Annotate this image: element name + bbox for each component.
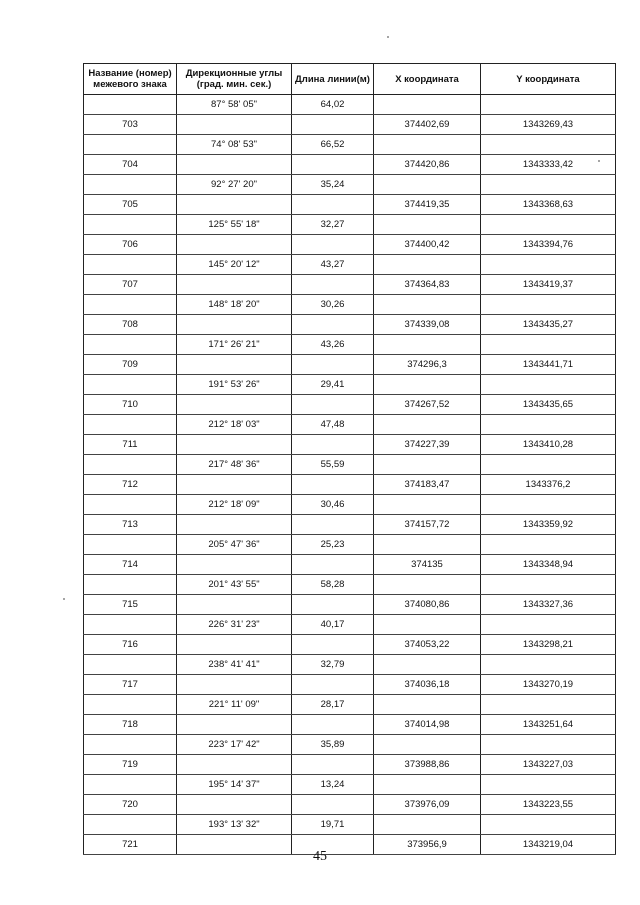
line-length-cell: 40,17 bbox=[292, 615, 374, 635]
line-length-cell bbox=[292, 115, 374, 135]
directional-angle-cell: 145° 20' 12" bbox=[177, 255, 292, 275]
directional-angle-cell: 212° 18' 09" bbox=[177, 495, 292, 515]
x-coordinate-cell bbox=[374, 255, 481, 275]
x-coordinate-cell bbox=[374, 655, 481, 675]
directional-angle-cell: 238° 41' 41" bbox=[177, 655, 292, 675]
directional-angle-cell bbox=[177, 155, 292, 175]
x-coordinate-cell: 374080,86 bbox=[374, 595, 481, 615]
line-length-cell: 29,41 bbox=[292, 375, 374, 395]
y-coordinate-cell bbox=[481, 735, 616, 755]
y-coordinate-cell: 1343368,63 bbox=[481, 195, 616, 215]
y-coordinate-cell: 1343298,21 bbox=[481, 635, 616, 655]
table-row bbox=[84, 115, 616, 135]
x-coordinate-cell: 374053,22 bbox=[374, 635, 481, 655]
line-length-cell: 13,24 bbox=[292, 775, 374, 795]
table-row bbox=[84, 695, 616, 715]
line-length-cell: 66,52 bbox=[292, 135, 374, 155]
marker-name-cell bbox=[84, 335, 177, 355]
directional-angle-cell bbox=[177, 355, 292, 375]
table-body bbox=[84, 95, 616, 855]
marker-name-cell bbox=[84, 455, 177, 475]
y-coordinate-cell: 1343359,92 bbox=[481, 515, 616, 535]
marker-name-cell: 706 bbox=[84, 235, 177, 255]
x-coordinate-cell: 374419,35 bbox=[374, 195, 481, 215]
marker-name-cell bbox=[84, 815, 177, 835]
directional-angle-cell: 171° 26' 21" bbox=[177, 335, 292, 355]
y-coordinate-cell: 1343419,37 bbox=[481, 275, 616, 295]
table-row bbox=[84, 655, 616, 675]
y-coordinate-cell bbox=[481, 135, 616, 155]
table-row bbox=[84, 335, 616, 355]
marker-name-cell bbox=[84, 615, 177, 635]
header-y-coordinate: Y координата bbox=[481, 64, 616, 95]
x-coordinate-cell bbox=[374, 175, 481, 195]
line-length-cell: 64,02 bbox=[292, 95, 374, 115]
table-row bbox=[84, 775, 616, 795]
table-row bbox=[84, 235, 616, 255]
table-row bbox=[84, 735, 616, 755]
marker-name-cell: 705 bbox=[84, 195, 177, 215]
line-length-cell: 35,24 bbox=[292, 175, 374, 195]
x-coordinate-cell bbox=[374, 415, 481, 435]
table-row bbox=[84, 315, 616, 335]
line-length-cell bbox=[292, 675, 374, 695]
table-row bbox=[84, 415, 616, 435]
marker-name-cell bbox=[84, 95, 177, 115]
line-length-cell bbox=[292, 755, 374, 775]
table-row bbox=[84, 215, 616, 235]
x-coordinate-cell bbox=[374, 535, 481, 555]
line-length-cell: 30,26 bbox=[292, 295, 374, 315]
table-row bbox=[84, 815, 616, 835]
line-length-cell: 43,26 bbox=[292, 335, 374, 355]
line-length-cell bbox=[292, 515, 374, 535]
directional-angle-cell bbox=[177, 315, 292, 335]
y-coordinate-cell bbox=[481, 415, 616, 435]
x-coordinate-cell: 374036,18 bbox=[374, 675, 481, 695]
x-coordinate-cell bbox=[374, 735, 481, 755]
x-coordinate-cell: 374420,86 bbox=[374, 155, 481, 175]
y-coordinate-cell: 1343435,65 bbox=[481, 395, 616, 415]
directional-angle-cell: 221° 11' 09" bbox=[177, 695, 292, 715]
directional-angle-cell: 92° 27' 20" bbox=[177, 175, 292, 195]
scan-speck bbox=[598, 160, 600, 162]
line-length-cell: 32,79 bbox=[292, 655, 374, 675]
table-row bbox=[84, 435, 616, 455]
x-coordinate-cell bbox=[374, 95, 481, 115]
table-row bbox=[84, 715, 616, 735]
line-length-cell bbox=[292, 395, 374, 415]
line-length-cell: 35,89 bbox=[292, 735, 374, 755]
marker-name-cell bbox=[84, 175, 177, 195]
line-length-cell: 55,59 bbox=[292, 455, 374, 475]
marker-name-cell: 721 bbox=[84, 835, 177, 855]
marker-name-cell bbox=[84, 775, 177, 795]
marker-name-cell: 708 bbox=[84, 315, 177, 335]
marker-name-cell bbox=[84, 135, 177, 155]
directional-angle-cell bbox=[177, 595, 292, 615]
directional-angle-cell bbox=[177, 475, 292, 495]
table-row bbox=[84, 375, 616, 395]
x-coordinate-cell: 374014,98 bbox=[374, 715, 481, 735]
table-row bbox=[84, 615, 616, 635]
directional-angle-cell: 125° 55' 18" bbox=[177, 215, 292, 235]
marker-name-cell bbox=[84, 655, 177, 675]
x-coordinate-cell: 373988,86 bbox=[374, 755, 481, 775]
table-row bbox=[84, 755, 616, 775]
directional-angle-cell bbox=[177, 515, 292, 535]
table-row bbox=[84, 535, 616, 555]
directional-angle-cell: 212° 18' 03" bbox=[177, 415, 292, 435]
y-coordinate-cell: 1343269,43 bbox=[481, 115, 616, 135]
x-coordinate-cell: 374364,83 bbox=[374, 275, 481, 295]
y-coordinate-cell bbox=[481, 335, 616, 355]
line-length-cell bbox=[292, 315, 374, 335]
x-coordinate-cell bbox=[374, 375, 481, 395]
x-coordinate-cell: 374157,72 bbox=[374, 515, 481, 535]
marker-name-cell bbox=[84, 695, 177, 715]
y-coordinate-cell bbox=[481, 695, 616, 715]
x-coordinate-cell bbox=[374, 815, 481, 835]
x-coordinate-cell: 373956,9 bbox=[374, 835, 481, 855]
page-number: 45 bbox=[313, 849, 327, 864]
y-coordinate-cell bbox=[481, 815, 616, 835]
table-row bbox=[84, 195, 616, 215]
marker-name-cell: 719 bbox=[84, 755, 177, 775]
line-length-cell: 32,27 bbox=[292, 215, 374, 235]
table-row bbox=[84, 675, 616, 695]
header-x-coordinate: X координата bbox=[374, 64, 481, 95]
x-coordinate-cell: 374267,52 bbox=[374, 395, 481, 415]
marker-name-cell: 707 bbox=[84, 275, 177, 295]
directional-angle-cell bbox=[177, 275, 292, 295]
directional-angle-cell: 74° 08' 53" bbox=[177, 135, 292, 155]
y-coordinate-cell: 1343219,04 bbox=[481, 835, 616, 855]
x-coordinate-cell: 374400,42 bbox=[374, 235, 481, 255]
y-coordinate-cell: 1343270,19 bbox=[481, 675, 616, 695]
x-coordinate-cell: 374402,69 bbox=[374, 115, 481, 135]
directional-angle-cell bbox=[177, 435, 292, 455]
line-length-cell bbox=[292, 275, 374, 295]
line-length-cell bbox=[292, 635, 374, 655]
marker-name-cell: 714 bbox=[84, 555, 177, 575]
y-coordinate-cell: 1343394,76 bbox=[481, 235, 616, 255]
y-coordinate-cell bbox=[481, 215, 616, 235]
line-length-cell bbox=[292, 235, 374, 255]
x-coordinate-cell bbox=[374, 615, 481, 635]
directional-angle-cell: 87° 58' 05" bbox=[177, 95, 292, 115]
header-line-length: Длина линии(м) bbox=[292, 64, 374, 95]
line-length-cell bbox=[292, 155, 374, 175]
marker-name-cell: 713 bbox=[84, 515, 177, 535]
line-length-cell bbox=[292, 555, 374, 575]
header-marker-name: Название (номер) межевого знака bbox=[84, 64, 177, 95]
directional-angle-cell: 193° 13' 32" bbox=[177, 815, 292, 835]
table-header-row bbox=[84, 64, 616, 95]
x-coordinate-cell: 374296,3 bbox=[374, 355, 481, 375]
directional-angle-cell: 195° 14' 37" bbox=[177, 775, 292, 795]
marker-name-cell: 712 bbox=[84, 475, 177, 495]
marker-name-cell: 704 bbox=[84, 155, 177, 175]
y-coordinate-cell: 1343410,28 bbox=[481, 435, 616, 455]
x-coordinate-cell bbox=[374, 215, 481, 235]
marker-name-cell bbox=[84, 295, 177, 315]
directional-angle-cell bbox=[177, 635, 292, 655]
table-row bbox=[84, 135, 616, 155]
line-length-cell: 19,71 bbox=[292, 815, 374, 835]
directional-angle-cell bbox=[177, 115, 292, 135]
x-coordinate-cell: 374135 bbox=[374, 555, 481, 575]
directional-angle-cell bbox=[177, 795, 292, 815]
table-row bbox=[84, 395, 616, 415]
marker-name-cell bbox=[84, 495, 177, 515]
marker-name-cell: 709 bbox=[84, 355, 177, 375]
line-length-cell bbox=[292, 595, 374, 615]
x-coordinate-cell bbox=[374, 775, 481, 795]
y-coordinate-cell: 1343333,42 bbox=[481, 155, 616, 175]
table-row bbox=[84, 275, 616, 295]
line-length-cell: 47,48 bbox=[292, 415, 374, 435]
y-coordinate-cell bbox=[481, 655, 616, 675]
table-row bbox=[84, 595, 616, 615]
header-directional-angle: Дирекционные углы (град. мин. сек.) bbox=[177, 64, 292, 95]
marker-name-cell bbox=[84, 735, 177, 755]
directional-angle-cell bbox=[177, 755, 292, 775]
table-row bbox=[84, 475, 616, 495]
x-coordinate-cell: 374227,39 bbox=[374, 435, 481, 455]
directional-angle-cell bbox=[177, 555, 292, 575]
line-length-cell bbox=[292, 435, 374, 455]
y-coordinate-cell: 1343435,27 bbox=[481, 315, 616, 335]
table-row bbox=[84, 515, 616, 535]
line-length-cell: 58,28 bbox=[292, 575, 374, 595]
line-length-cell bbox=[292, 475, 374, 495]
y-coordinate-cell bbox=[481, 455, 616, 475]
y-coordinate-cell: 1343251,64 bbox=[481, 715, 616, 735]
table-row bbox=[84, 155, 616, 175]
directional-angle-cell: 191° 53' 26" bbox=[177, 375, 292, 395]
y-coordinate-cell bbox=[481, 535, 616, 555]
x-coordinate-cell: 374183,47 bbox=[374, 475, 481, 495]
marker-name-cell: 715 bbox=[84, 595, 177, 615]
table-row bbox=[84, 455, 616, 475]
directional-angle-cell: 217° 48' 36" bbox=[177, 455, 292, 475]
marker-name-cell: 717 bbox=[84, 675, 177, 695]
marker-name-cell bbox=[84, 535, 177, 555]
marker-name-cell: 716 bbox=[84, 635, 177, 655]
y-coordinate-cell bbox=[481, 175, 616, 195]
scan-speck bbox=[387, 36, 389, 38]
y-coordinate-cell: 1343223,55 bbox=[481, 795, 616, 815]
table-row bbox=[84, 255, 616, 275]
line-length-cell: 28,17 bbox=[292, 695, 374, 715]
x-coordinate-cell bbox=[374, 575, 481, 595]
marker-name-cell bbox=[84, 215, 177, 235]
y-coordinate-cell bbox=[481, 255, 616, 275]
table-row bbox=[84, 635, 616, 655]
line-length-cell: 25,23 bbox=[292, 535, 374, 555]
y-coordinate-cell: 1343327,36 bbox=[481, 595, 616, 615]
x-coordinate-cell bbox=[374, 455, 481, 475]
table-row bbox=[84, 355, 616, 375]
y-coordinate-cell: 1343441,71 bbox=[481, 355, 616, 375]
x-coordinate-cell bbox=[374, 135, 481, 155]
directional-angle-cell bbox=[177, 675, 292, 695]
y-coordinate-cell bbox=[481, 295, 616, 315]
line-length-cell: 30,46 bbox=[292, 495, 374, 515]
line-length-cell bbox=[292, 195, 374, 215]
y-coordinate-cell bbox=[481, 495, 616, 515]
directional-angle-cell bbox=[177, 235, 292, 255]
directional-angle-cell bbox=[177, 195, 292, 215]
line-length-cell bbox=[292, 355, 374, 375]
table-row bbox=[84, 295, 616, 315]
y-coordinate-cell bbox=[481, 575, 616, 595]
marker-name-cell: 720 bbox=[84, 795, 177, 815]
line-length-cell bbox=[292, 795, 374, 815]
x-coordinate-cell: 374339,08 bbox=[374, 315, 481, 335]
x-coordinate-cell bbox=[374, 495, 481, 515]
marker-name-cell: 718 bbox=[84, 715, 177, 735]
marker-name-cell: 710 bbox=[84, 395, 177, 415]
directional-angle-cell: 223° 17' 42" bbox=[177, 735, 292, 755]
directional-angle-cell bbox=[177, 715, 292, 735]
y-coordinate-cell: 1343376,2 bbox=[481, 475, 616, 495]
y-coordinate-cell bbox=[481, 95, 616, 115]
table-row bbox=[84, 575, 616, 595]
y-coordinate-cell bbox=[481, 615, 616, 635]
marker-name-cell bbox=[84, 415, 177, 435]
table-row bbox=[84, 95, 616, 115]
table-row bbox=[84, 795, 616, 815]
x-coordinate-cell bbox=[374, 295, 481, 315]
directional-angle-cell: 201° 43' 55" bbox=[177, 575, 292, 595]
x-coordinate-cell bbox=[374, 335, 481, 355]
table-row bbox=[84, 175, 616, 195]
table-row bbox=[84, 555, 616, 575]
table-row bbox=[84, 495, 616, 515]
marker-name-cell bbox=[84, 255, 177, 275]
directional-angle-cell: 226° 31' 23" bbox=[177, 615, 292, 635]
boundary-coordinates-table bbox=[83, 63, 616, 855]
y-coordinate-cell: 1343348,94 bbox=[481, 555, 616, 575]
scan-speck bbox=[63, 598, 65, 600]
x-coordinate-cell: 373976,09 bbox=[374, 795, 481, 815]
marker-name-cell: 711 bbox=[84, 435, 177, 455]
directional-angle-cell: 148° 18' 20" bbox=[177, 295, 292, 315]
y-coordinate-cell bbox=[481, 775, 616, 795]
marker-name-cell bbox=[84, 575, 177, 595]
directional-angle-cell: 205° 47' 36" bbox=[177, 535, 292, 555]
directional-angle-cell bbox=[177, 395, 292, 415]
line-length-cell bbox=[292, 715, 374, 735]
y-coordinate-cell bbox=[481, 375, 616, 395]
marker-name-cell: 703 bbox=[84, 115, 177, 135]
y-coordinate-cell: 1343227,03 bbox=[481, 755, 616, 775]
x-coordinate-cell bbox=[374, 695, 481, 715]
marker-name-cell bbox=[84, 375, 177, 395]
line-length-cell: 43,27 bbox=[292, 255, 374, 275]
